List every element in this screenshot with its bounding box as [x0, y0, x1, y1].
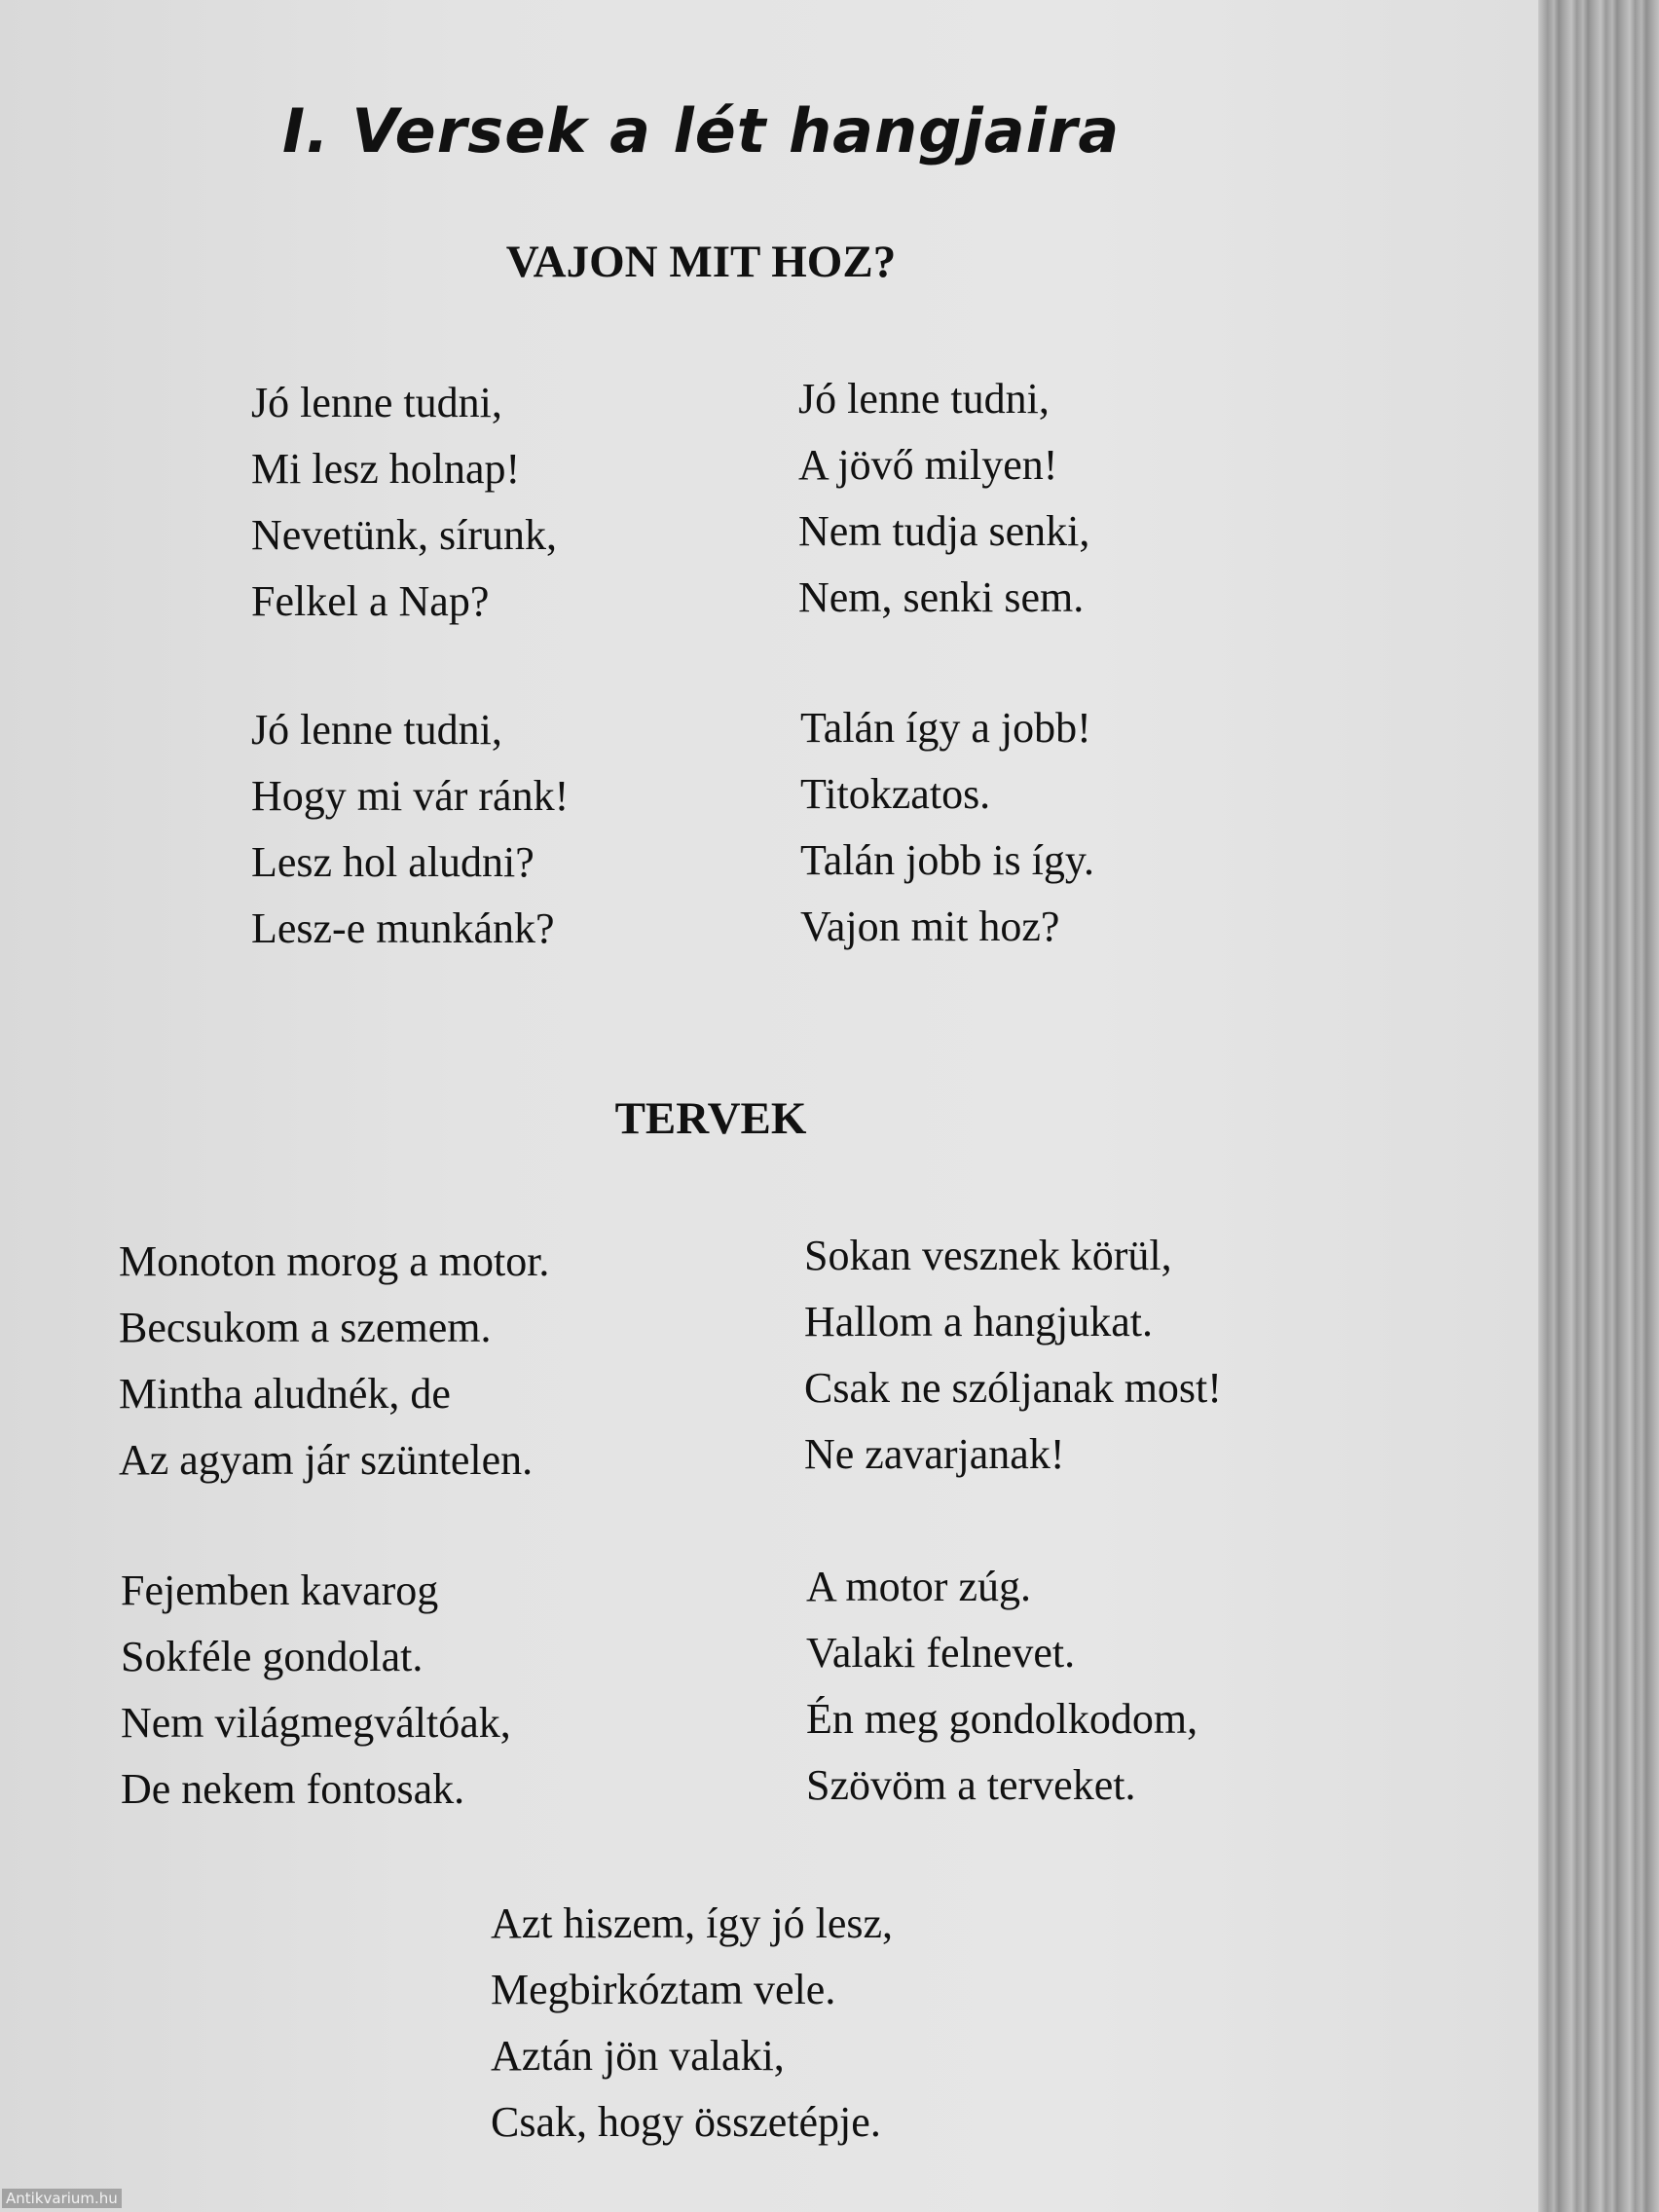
verse-line: Talán jobb is így.	[800, 836, 1095, 884]
verse-line: Ne zavarjanak!	[804, 1430, 1065, 1478]
stanza-2-4	[806, 1554, 1198, 1819]
verse-line: Csak, hogy összetépje.	[491, 2098, 881, 2146]
verse-line: Felkel a Nap?	[251, 577, 490, 625]
poem-title-vajon-mit-hoz: VAJON MIT HOZ?	[505, 237, 897, 287]
verse-line: Én meg gondolkodom,	[806, 1695, 1198, 1743]
verse-line: Csak ne szóljanak most!	[804, 1364, 1222, 1412]
poem-title-tervek: TERVEK	[614, 1093, 807, 1144]
stanza-2-1	[119, 1229, 549, 1493]
stanza-1-3	[251, 697, 569, 962]
stanza-2-5	[491, 1891, 893, 2156]
verse-line: Nevetünk, sírunk,	[251, 511, 558, 559]
verse-line: Aztán jön valaki,	[491, 2032, 785, 2080]
verse-line: Lesz-e munkánk?	[251, 904, 555, 952]
watermark: Antikvarium.hu	[2, 2189, 122, 2208]
verse-line: Jó lenne tudni,	[251, 706, 502, 754]
stanza-1-2	[798, 366, 1089, 631]
verse-line: A jövő milyen!	[798, 441, 1058, 489]
page-edge	[1538, 0, 1548, 2212]
verse-line: Lesz hol aludni?	[251, 838, 535, 886]
verse-line: Fejemben kavarog	[121, 1567, 439, 1614]
verse-line: Jó lenne tudni,	[251, 379, 502, 426]
verse-line: Megbirkóztam vele.	[491, 1966, 836, 2013]
verse-line: Monoton morog a motor.	[119, 1237, 550, 1285]
verse-line: Mintha aludnék, de	[119, 1370, 451, 1418]
verse-line: Valaki felnevet.	[806, 1629, 1076, 1677]
stanza-1-4	[800, 695, 1094, 960]
verse-line: De nekem fontosak.	[121, 1765, 465, 1813]
verse-line: Jó lenne tudni,	[798, 375, 1050, 423]
verse-line: Azt hiszem, így jó lesz,	[491, 1899, 894, 1947]
stanza-2-2	[804, 1223, 1222, 1488]
chapter-title: I. Versek a lét hangjaira	[282, 95, 1121, 166]
verse-line: Sokféle gondolat.	[121, 1633, 424, 1680]
verse-line: Az agyam jár szüntelen.	[119, 1436, 534, 1484]
verse-line: Nem világmegváltóak,	[121, 1699, 511, 1747]
verse-line: Hallom a hangjukat.	[804, 1298, 1154, 1346]
verse-line: Becsukom a szemem.	[119, 1304, 492, 1351]
verse-line: Nem, senki sem.	[798, 573, 1085, 621]
verse-line: Mi lesz holnap!	[251, 445, 521, 493]
verse-line: Talán így a jobb!	[800, 704, 1091, 752]
verse-line: Nem tudja senki,	[798, 507, 1090, 555]
verse-line: A motor zúg.	[806, 1563, 1031, 1610]
verse-line: Titokzatos.	[800, 770, 991, 818]
stanza-2-3	[121, 1558, 511, 1823]
verse-line: Sokan vesznek körül,	[804, 1232, 1172, 1279]
verse-line: Vajon mit hoz?	[800, 903, 1060, 950]
verse-line: Hogy mi vár ránk!	[251, 772, 570, 820]
verse-line: Szövöm a terveket.	[806, 1761, 1136, 1809]
stanza-1-1	[251, 370, 557, 635]
